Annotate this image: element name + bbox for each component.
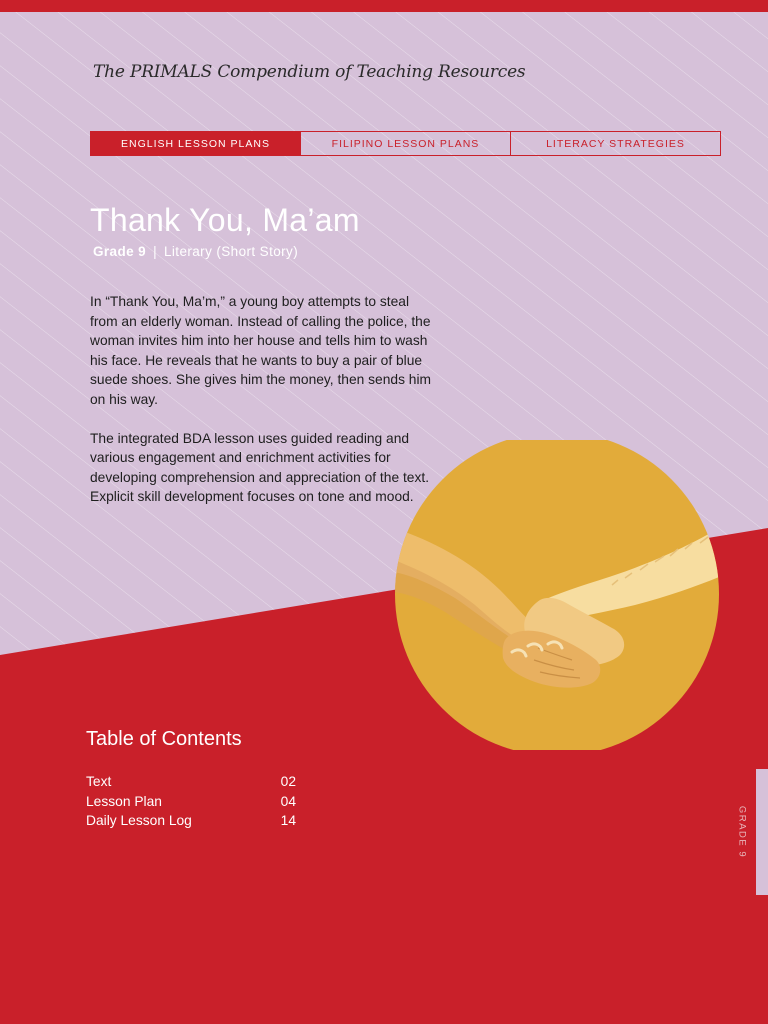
tab-english-lesson-plans[interactable]: ENGLISH LESSON PLANS [91, 132, 300, 155]
tab-filipino-lesson-plans[interactable]: FILIPINO LESSON PLANS [300, 132, 510, 155]
toc-item-lesson-plan[interactable] [86, 792, 296, 812]
toc-item-page: 14 [280, 813, 296, 829]
top-bar [0, 0, 768, 12]
toc-item-page: 02 [280, 774, 296, 789]
lesson-plan-nav [90, 131, 721, 156]
holding-hands-illustration [394, 440, 724, 750]
toc-item-label: Lesson Plan [86, 793, 162, 809]
lesson-subtitle [93, 244, 298, 259]
toc-item-label: Daily Lesson Log [86, 813, 192, 829]
lesson-summary [90, 292, 440, 526]
genre-label: Literary (Short Story) [164, 244, 299, 259]
grade-side-tab [756, 769, 768, 895]
toc-item-text[interactable] [86, 772, 296, 792]
toc-item-page: 04 [280, 793, 296, 809]
summary-paragraph-1: In “Thank You, Ma’m,” a young boy attempts to steal from an elderly woman. Instead of calling the police, the woman invites him into her house and tells him to wash his face. He reveals that he wants to buy a pair of blue suede shoes. She gives him the money, then sends him on his way. [90, 294, 432, 407]
compendium-title: The PRIMALS Compendium of Teaching Resources [93, 62, 526, 82]
grade-label: Grade 9 [93, 244, 147, 259]
tab-literacy-strategies[interactable]: LITERACY STRATEGIES [510, 132, 720, 155]
lesson-title: Thank You, Ma’am [90, 202, 360, 238]
summary-paragraph-2: The integrated BDA lesson uses guided reading and various engagement and enrichment activities for developing comprehension and appreciation of the text. Explicit skill development focuses on tone and mood. [90, 430, 430, 504]
toc-item-label: Text [86, 774, 112, 789]
toc-item-daily-lesson-log[interactable] [86, 811, 296, 831]
subtitle-separator: | [153, 244, 157, 259]
grade-side-label: GRADE 9 [736, 805, 748, 859]
table-of-contents [86, 772, 296, 831]
toc-title: Table of Contents [86, 728, 242, 750]
